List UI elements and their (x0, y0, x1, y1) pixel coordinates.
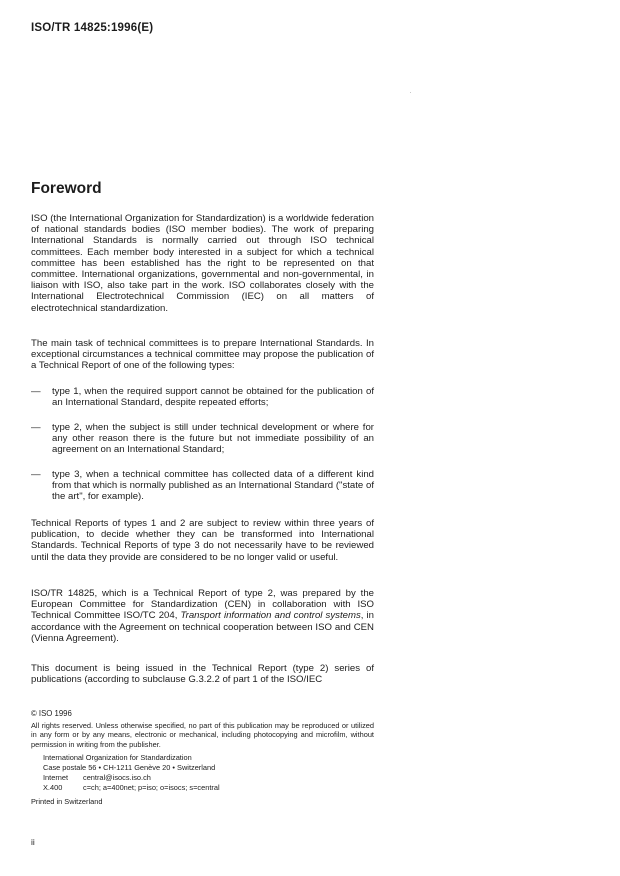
internet-value: central@isocs.iso.ch (83, 773, 151, 782)
foreword-paragraph-3: Technical Reports of types 1 and 2 are subject to review within three years of publication, to decide whether they can be transformed into International Standards. Technical Reports of type 3 do not necessarily have to be reviewed until the data they provide are considered to be no longer valid or useful. (31, 518, 374, 563)
foreword-paragraph-5: This document is being issued in the Technical Report (type 2) series of publications (according to subclause G.3.2.2 of part 1 of the ISO/IEC (31, 663, 374, 686)
foreword-paragraph-4 (31, 588, 374, 644)
list-item-text: type 3, when a technical committee has collected data of a different kind from that which is normally published as an International Standard ("state of the art", for example). (52, 469, 374, 503)
copyright-rights: All rights reserved. Unless otherwise specified, no part of this publication may be reproduced or utilized in any form or by any means, electronic or mechanical, including photocopying and microfilm, without permission in writing from the publisher. (31, 721, 374, 749)
publisher-postal: Case postale 56 • CH-1211 Genève 20 • Switzerland (43, 763, 216, 772)
list-item-text: type 1, when the required support cannot be obtained for the publication of an International Standard, despite repeated efforts; (52, 386, 374, 409)
publisher-org: International Organization for Standardization (43, 753, 192, 762)
publisher-x400 (43, 783, 220, 792)
internet-label: Internet (43, 773, 69, 782)
publisher-internet (43, 773, 151, 782)
list-dash: — (31, 386, 41, 397)
para4-start: ISO/TR 14825, which is a Technical Report of type 2, was prepared by the European Committee for Standardization (CEN) in collaboration with ISO Technical Committee ISO/TC 204, (31, 588, 374, 622)
scan-speck (410, 92, 411, 93)
list-dash: — (31, 422, 41, 433)
list-item-text: type 2, when the subject is still under technical development or where for any other reason there is the future but not immediate possibility of an agreement on an International Standard; (52, 422, 374, 456)
list-dash: — (31, 469, 41, 480)
para4-end: , in accordance with the Agreement on technical cooperation between ISO and CEN (Vienna Agreement). (31, 610, 374, 644)
foreword-paragraph-1: ISO (the International Organization for Standardization) is a worldwide federation of national standards bodies (ISO member bodies). The work of preparing International Standards is normally carried out through ISO technical committees. Each member body interested in a subject for which a technical committee has been established has the right to be represented on that committee. International organizations, governmental and non-governmental, in liaison with ISO, also take part in the work. ISO collaborates closely with the International Electrotechnical Commission (IEC) on all matters of electrotechnical standardization. (31, 213, 374, 314)
printed-in: Printed in Switzerland (31, 797, 103, 806)
foreword-paragraph-2: The main task of technical committees is to prepare International Standards. In exceptional circumstances a technical committee may propose the publication of a Technical Report of one of the following types: (31, 338, 374, 372)
section-title: Foreword (31, 180, 102, 197)
x400-label: X.400 (43, 783, 63, 792)
x400-value: c=ch; a=400net; p=iso; o=isocs; s=central (83, 783, 220, 792)
committee-title-italic: Transport information and control systems (180, 610, 361, 622)
copyright-line: © ISO 1996 (31, 709, 72, 718)
document-id-header: ISO/TR 14825:1996(E) (31, 22, 154, 34)
page-number: ii (31, 837, 35, 847)
